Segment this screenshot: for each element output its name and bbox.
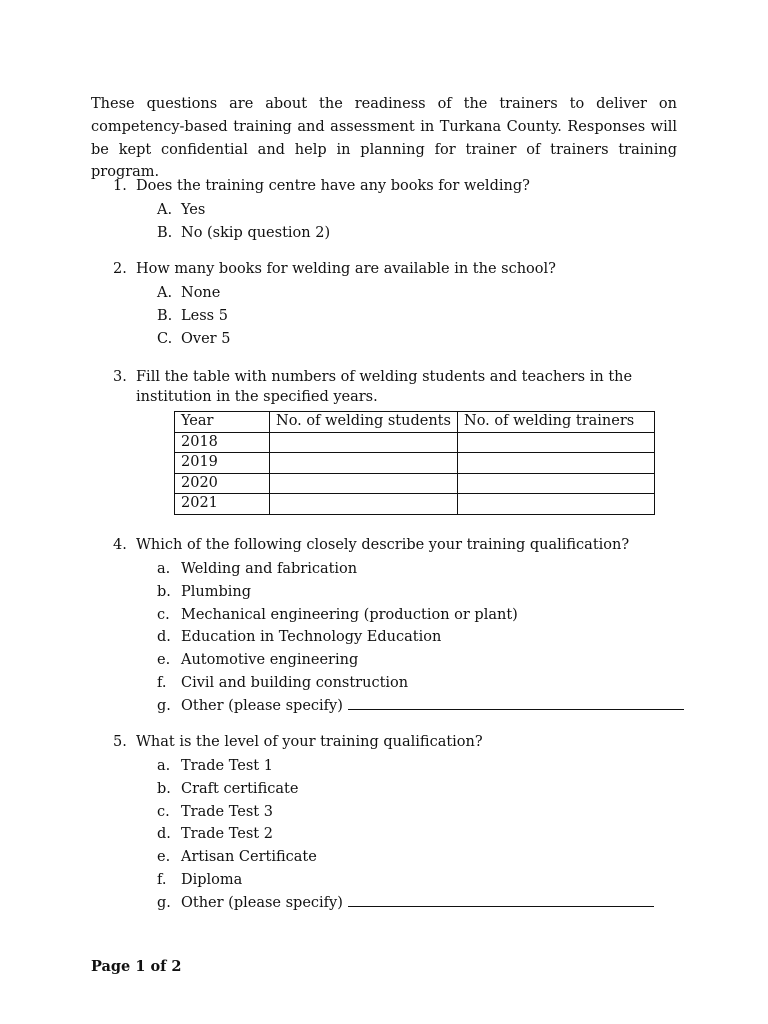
column-header-year: Year: [175, 412, 270, 433]
question-number: 5.: [113, 734, 127, 750]
option-text: No (skip question 2): [181, 224, 331, 241]
students-cell[interactable]: [270, 473, 458, 494]
option-text: Trade Test 1: [181, 758, 273, 774]
year-cell: 2019: [175, 453, 270, 474]
option-text: Civil and building construction: [181, 674, 409, 691]
option-text: Education in Technology Education: [181, 629, 442, 646]
year-cell: 2020: [175, 473, 270, 494]
option-letter: A.: [157, 202, 173, 218]
option-text: Automotive engineering: [181, 652, 359, 669]
question-text: What is the level of your training qualification?: [136, 734, 483, 750]
question-number: 3.: [113, 369, 127, 385]
trainers-cell[interactable]: [458, 494, 655, 515]
option-letter: d.: [157, 826, 171, 843]
option-text: Plumbing: [181, 583, 252, 600]
option-text: Welding and fabrication: [181, 561, 358, 577]
intro-paragraph: These questions are about the readiness of the trainers to deliver on competency-based training and assessment in Turkana County. Responses will be kept confidential and help in planning for trainer of trainers training program.: [91, 96, 677, 181]
option-text: Trade Test 2: [181, 826, 273, 843]
option-text: Diploma: [181, 871, 243, 888]
option-text: Craft certificate: [181, 780, 299, 797]
option-text: Trade Test 3: [181, 803, 273, 820]
students-cell[interactable]: [270, 453, 458, 474]
trainers-cell[interactable]: [458, 432, 655, 453]
option-letter: A.: [157, 285, 173, 301]
option-letter: c.: [157, 606, 170, 623]
option-letter: e.: [157, 652, 171, 669]
question-number: 2.: [113, 261, 127, 277]
specify-blank-line[interactable]: [348, 695, 684, 710]
option-letter: e.: [157, 849, 171, 866]
option-text: Mechanical engineering (production or plant): [181, 606, 518, 623]
option-letter: g.: [157, 697, 171, 714]
students-trainers-table: [174, 411, 655, 515]
question-text: Which of the following closely describe your training qualification?: [136, 537, 630, 553]
column-header-students: No. of welding students: [270, 412, 458, 433]
specify-blank-line[interactable]: [348, 892, 654, 907]
option-text: Artisan Certificate: [181, 849, 317, 866]
column-header-trainers: No. of welding trainers: [458, 412, 655, 433]
option-letter: C.: [157, 330, 173, 347]
option-text: None: [181, 285, 221, 301]
option-letter: a.: [157, 561, 171, 577]
option-text: Other (please specify): [181, 697, 343, 714]
students-cell[interactable]: [270, 494, 458, 515]
table-header-row: [175, 412, 655, 433]
option-letter: d.: [157, 629, 171, 646]
question-text: How many books for welding are available in the school?: [136, 261, 556, 277]
option-text: Over 5: [181, 330, 231, 347]
option-letter: f.: [157, 871, 167, 888]
year-cell: 2021: [175, 494, 270, 515]
option-text: Yes: [181, 202, 206, 218]
question-number: 1.: [113, 178, 127, 194]
option-letter: c.: [157, 803, 170, 820]
trainers-cell[interactable]: [458, 453, 655, 474]
table-row: [175, 432, 655, 453]
table-row: [175, 494, 655, 515]
option-letter: f.: [157, 674, 167, 691]
option-letter: b.: [157, 780, 171, 797]
option-letter: b.: [157, 583, 171, 600]
year-cell: 2018: [175, 432, 270, 453]
question-number: 4.: [113, 537, 127, 553]
table-row: [175, 453, 655, 474]
students-cell[interactable]: [270, 432, 458, 453]
table-row: [175, 473, 655, 494]
question-text: Fill the table with numbers of welding students and teachers in the institution in the specified years.: [136, 369, 633, 405]
option-text: Other (please specify): [181, 894, 343, 911]
page-number: Page 1 of 2: [91, 958, 182, 975]
option-letter: a.: [157, 758, 171, 774]
option-text: Less 5: [181, 307, 228, 324]
option-letter: B.: [157, 307, 173, 324]
trainers-cell[interactable]: [458, 473, 655, 494]
question-text: Does the training centre have any books for welding?: [136, 178, 530, 194]
option-letter: B.: [157, 224, 173, 241]
option-letter: g.: [157, 894, 171, 911]
